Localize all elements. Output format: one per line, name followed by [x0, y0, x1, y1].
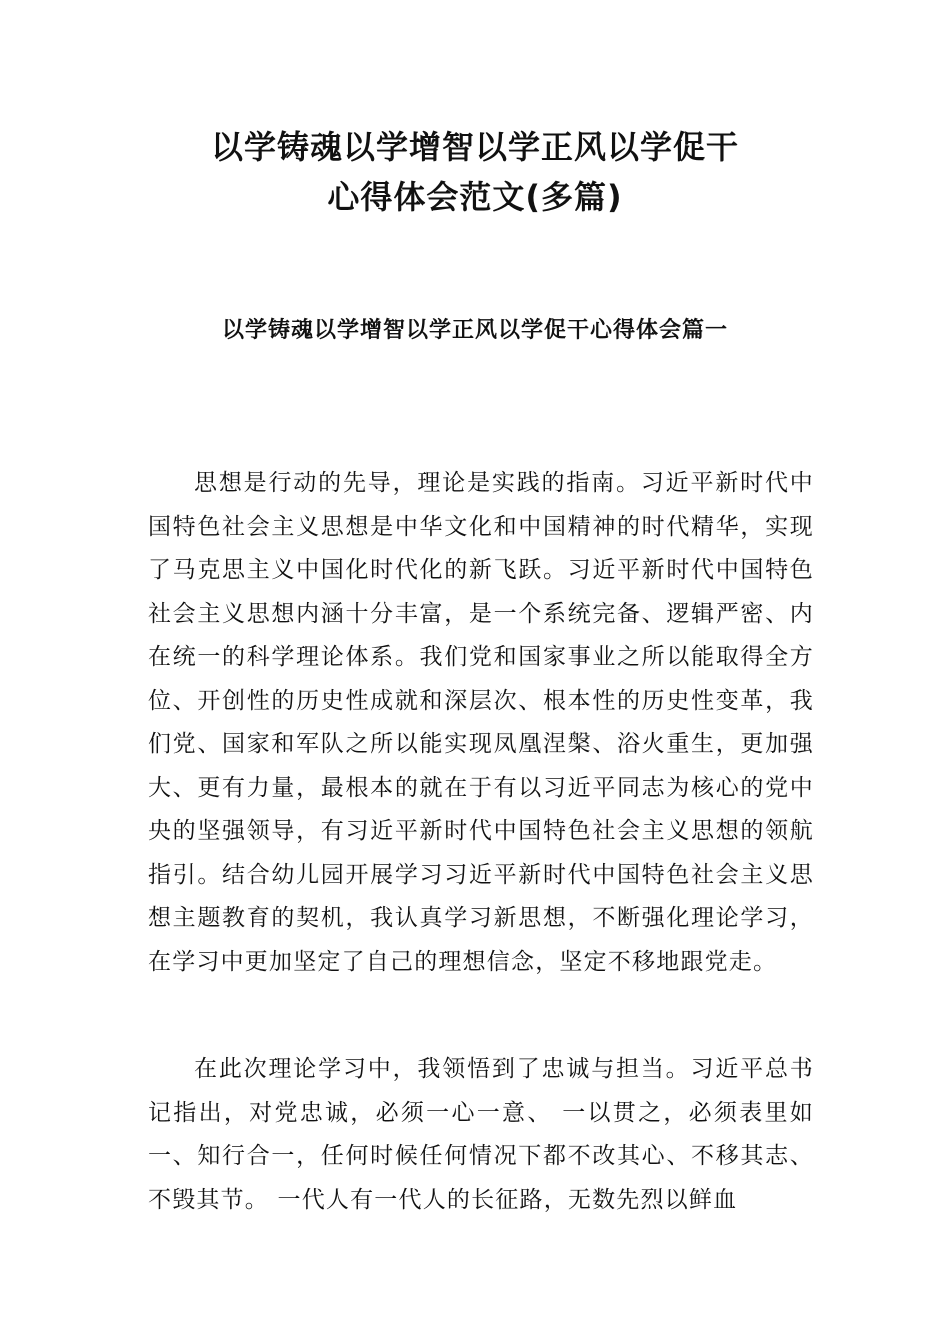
body-paragraph: 在此次理论学习中，我领悟到了忠诚与担当。习近平总书记指出，对党忠诚，必须一心一意、 一以贯之，必须表里如一、知行合一，任何时候任何情况下都不改其心、不移其志、不毁其节。 一代人有一代人的长征路，无数先烈以鲜血: [148, 1056, 814, 1213]
document-title-line2: 心得体会范文(多篇): [327, 178, 623, 216]
document-title-line1: 以学铸魂以学增智以学正风以学促干: [210, 128, 739, 166]
section-title: 以学铸魂以学增智以学正风以学促干心得体会篇一: [221, 318, 728, 343]
body-paragraph: 思想是行动的先导，理论是实践的指南。习近平新时代中国特色社会主义思想是中华文化和中国精神的时代精华，实现了马克思主义中国化时代化的新飞跃。习近平新时代中国特色社会主义思想内涵十分丰富，是一个系统完备、逻辑严密、内在统一的科学理论体系。我们党和国家事业之所以能取得全方位、开创性的历史性成就和深层次、根本性的历史性变革，我们党、国家和军队之所以能实现凤凰涅槃、浴火重生，更加强大、更有力量，最根本的就在于有以习近平同志为核心的党中央的坚强领导，有习近平新时代中国特色社会主义思想的领航指引。结合幼儿园开展学习习近平新时代中国特色社会主义思想主题教育的契机，我认真学习新思想，不断强化理论学习，在学习中更加坚定了自己的理想信念，坚定不移地跟党走。: [148, 470, 814, 975]
